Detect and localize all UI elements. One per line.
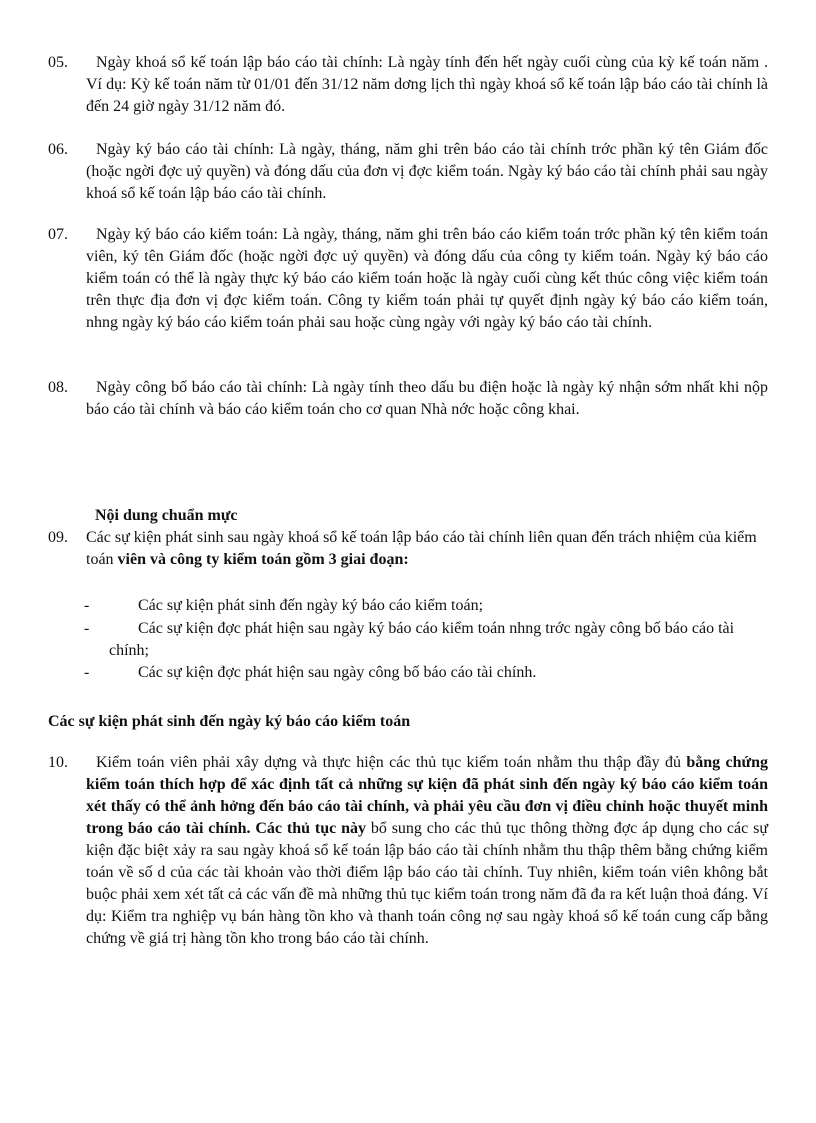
list-item [84, 662, 774, 684]
bullet-marker: - [84, 597, 90, 614]
paragraph-09 [48, 527, 768, 571]
paragraph-text: Ngày khoá sổ kế toán lập báo cáo tài chính: Là ngày tính đến hết ngày cuối cùng của kỳ kế toán năm . Ví dụ: Kỳ kế toán năm từ 01/01 đến 31/12 năm dơng lịch thì ngày khoá sổ kế toán lập báo cáo tài chính là đến 24 giờ ngày 31/12 năm đó. [86, 54, 768, 115]
paragraph-06 [48, 139, 768, 205]
paragraph-text: Ngày ký báo cáo kiểm toán: Là ngày, tháng, năm ghi trên báo cáo kiểm toán trớc phần ký tên kiểm toán viên, ký tên Giám đốc (hoặc ngời đợc uỷ quyền) và đóng dấu của công ty kiểm toán. Ngày ký báo cáo kiểm toán có thể là ngày thực ký báo cáo kiểm toán hoặc là ngày cuối cùng kết thúc công việc kiểm toán trên thực địa đơn vị đợc kiểm toán. Công ty kiểm toán phải tự quyết định ngày ký báo cáo kiểm toán, nhng ngày ký báo cáo kiểm toán phải sau hoặc cùng ngày với ngày ký báo cáo tài chính. [86, 226, 768, 331]
paragraph-number: 10. [48, 754, 68, 771]
paragraph-text: bổ sung cho các thủ tục thông thờng đợc áp dụng cho các sự kiện đặc biệt xảy ra sau ngày khoá sổ kế toán lập báo cáo tài chính nhằm thu thập thêm bằng chứng kiểm toán về số d của các tài khoản vào thời điểm lập báo cáo tài chính. Tuy nhiên, kiểm toán viên không bắt buộc phải xem xét tất cả các vấn đề mà những thủ tục kiểm toán trong năm đã đa ra kết luận thoả đáng. Ví dụ: Kiểm tra nghiệp vụ bán hàng tồn kho và thanh toán công nợ sau ngày khoá sổ kế toán cung cấp bằng chứng về giá trị hàng tồn kho trong báo cáo tài chính. [86, 820, 768, 947]
paragraph-text: Ngày ký báo cáo tài chính: Là ngày, tháng, năm ghi trên báo cáo tài chính trớc phần ký tên Giám đốc (hoặc ngời đợc uỷ quyền) và đóng dấu của đơn vị đợc kiểm toán. Ngày ký báo cáo tài chính phải sau ngày khoá sổ kế toán lập báo cáo tài chính. [86, 141, 768, 202]
list-item [84, 618, 774, 662]
paragraph-08 [48, 377, 768, 421]
paragraph-number: 09. [48, 529, 68, 546]
paragraph-number: 07. [48, 226, 68, 243]
paragraph-number: 06. [48, 141, 68, 158]
paragraph-text: Ngày công bố báo cáo tài chính: Là ngày tính theo dấu bu điện hoặc là ngày ký nhận sớm nhất khi nộp báo cáo tài chính và báo cáo kiểm toán cho cơ quan Nhà nớc hoặc công khai. [86, 379, 768, 418]
paragraph-text-bold: viên và công ty kiểm toán gồm 3 giai đoạn: [117, 551, 409, 568]
paragraph-07 [48, 224, 768, 334]
paragraph-number: 05. [48, 54, 68, 71]
paragraph-10 [48, 752, 768, 950]
bullet-text: Các sự kiện phát sinh đến ngày ký báo cáo kiểm toán; [138, 597, 484, 614]
section-heading-events: Các sự kiện phát sinh đến ngày ký báo cáo kiểm toán [48, 713, 411, 730]
paragraph-text: Các sự kiện phát sinh sau ngày khoá sổ kế toán lập báo cáo tài chính liên quan đến trách nhiệm của kiểm toán [86, 529, 757, 568]
paragraph-05 [48, 52, 768, 118]
section-heading-standard-content: Nội dung chuẩn mực [95, 507, 238, 524]
bullet-marker: - [84, 664, 90, 681]
list-item [84, 595, 774, 617]
bullet-marker: - [84, 620, 90, 637]
bullet-text: Các sự kiện đợc phát hiện sau ngày ký báo cáo kiểm toán nhng trớc ngày công bố báo cáo tài chính; [109, 620, 735, 659]
paragraph-text: Kiểm toán viên phải xây dựng và thực hiện các thủ tục kiểm toán nhằm thu thập đầy đủ [96, 754, 687, 771]
paragraph-text-bold: bằng chứng kiểm toán thích hợp để xác định tất cả những sự kiện đã phát sinh đến ngày ký báo cáo kiểm toán xét thấy có thể ảnh hởng đến báo cáo tài chính, và phải yêu cầu đơn vị điều chỉnh hoặc thuyết minh trong báo cáo tài chính. Các thủ tục này [86, 754, 768, 837]
paragraph-number: 08. [48, 379, 68, 396]
bullet-text: Các sự kiện đợc phát hiện sau ngày công bố báo cáo tài chính. [138, 664, 537, 681]
